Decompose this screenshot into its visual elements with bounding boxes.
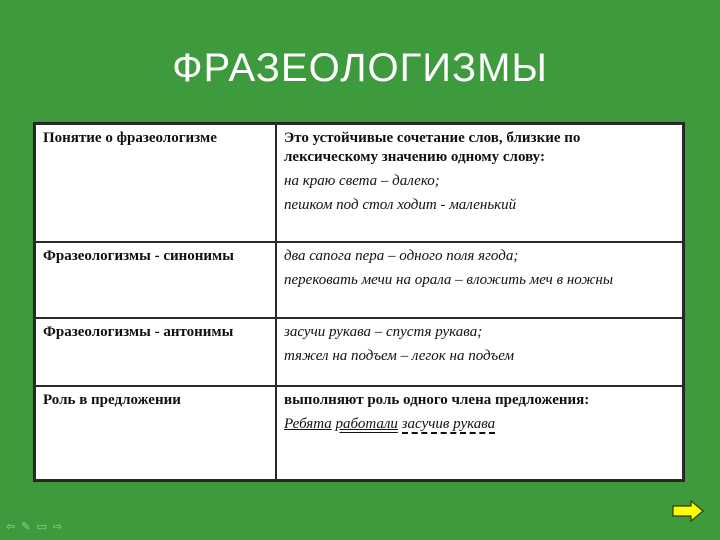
arrow-right-icon: [672, 500, 704, 522]
slide-navigation: [6, 520, 68, 533]
sentence-subject: Ребята: [284, 416, 332, 432]
row-term: Фразеологизмы - антонимы: [35, 318, 276, 386]
slide-title: ФРАЗЕОЛОГИЗМЫ: [172, 46, 548, 90]
table-row: [35, 386, 683, 480]
sentence-adverbial: засучив рукава: [401, 416, 496, 432]
example-line: тяжел на подъем – легок на подъем: [284, 348, 515, 364]
row-term: Фразеологизмы - синонимы: [35, 242, 276, 318]
row-description: [276, 386, 683, 480]
phraseology-table: [33, 122, 685, 482]
row-description: [276, 242, 683, 318]
menu-icon[interactable]: ▭: [36, 520, 53, 533]
row-term: Понятие о фразеологизме: [35, 124, 276, 242]
table-row: [35, 124, 683, 242]
description-line: выполняют роль одного члена предложения:: [284, 392, 590, 408]
description-line: Это устойчивые сочетание слов, близкие по лексическому значению одному слову:: [284, 130, 581, 165]
row-description: [276, 124, 683, 242]
forward-icon[interactable]: ⇨: [52, 520, 69, 533]
row-term: Роль в предложении: [35, 386, 276, 480]
sentence-predicate: работали: [335, 416, 398, 432]
row-description: [276, 318, 683, 386]
example-sentence: [284, 415, 675, 434]
example-line: пешком под стол ходит - маленький: [284, 197, 517, 213]
table-row: [35, 242, 683, 318]
table-row: [35, 318, 683, 386]
example-line: засучи рукава – спустя рукава;: [284, 324, 483, 340]
example-line: на краю света – далеко;: [284, 173, 440, 189]
back-icon[interactable]: ⇦: [6, 520, 22, 533]
pen-icon[interactable]: ✎: [21, 520, 37, 533]
example-line: два сапога пера – одного поля ягода;: [284, 248, 519, 264]
next-slide-button[interactable]: [672, 500, 704, 522]
example-line: перековать мечи на орала – вложить меч в ножны: [284, 272, 613, 288]
